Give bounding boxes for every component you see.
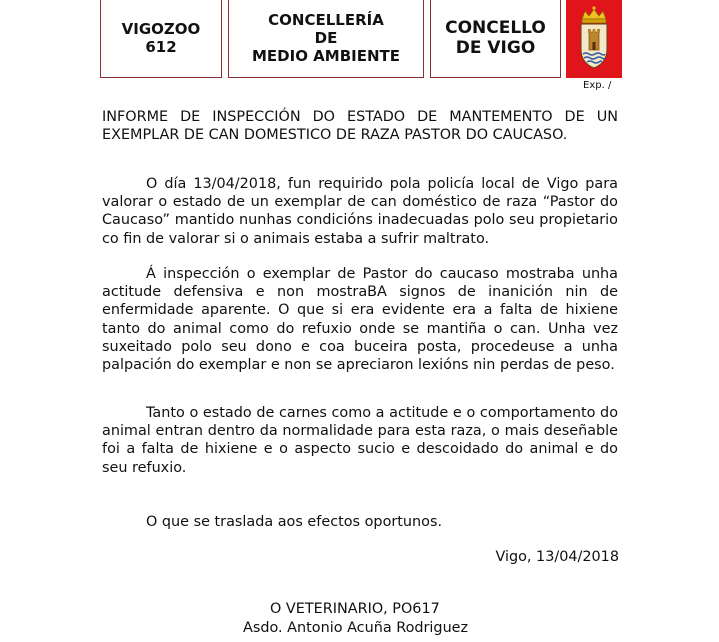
coat-of-arms-icon	[566, 0, 622, 78]
paragraph-2: Á inspección o exemplar de Pastor do caucaso mostraba unha actitude defensiva e non mostraBA signos de inanición nin de enfermidade aparente. O que si era evidente era a falta de hixiene tanto do animal como do refuxio onde se mantiña o can. Unha vez suxeitado polo seu dono e coa buceira posta, procedeuse a unha palpación do exemplar e non se apreciaron lexións nin perdas de peso.	[102, 266, 618, 374]
signature-role: O VETERINARIO, PO617	[270, 601, 440, 617]
vigozoo-box	[100, 0, 222, 78]
place-date: Vigo, 13/04/2018	[495, 549, 619, 565]
vigozoo-number: 612	[145, 37, 177, 56]
council-line-2: DE VIGO	[455, 37, 536, 58]
paragraph-3: Tanto o estado de carnes como a actitude e o comportamento do animal entran dentro da normalidade para esta raza, o mais deseñable foi a falta de hixiene e o aspecto sucio e descoidado do animal e do seu refuxio.	[102, 405, 618, 476]
paragraph-1: O día 13/04/2018, fun requirido pola policía local de Vigo para valorar o estado de un exemplar de can doméstico de raza “Pastor do Caucaso” mantido nunhas condicións inadecuadas polo seu propietario co fin de valorar si o animais estaba a sufrir maltrato.	[102, 176, 618, 247]
department-line-1: CONCELLERÍA	[268, 10, 384, 29]
exp-label: Exp. /	[583, 80, 612, 91]
closing-sentence: O que se traslada aos efectos oportunos.	[146, 514, 443, 530]
council-line-1: CONCELLO	[445, 17, 546, 38]
council-box	[430, 0, 561, 78]
letterhead	[0, 0, 719, 91]
document-title: INFORME DE INSPECCIÓN DO ESTADO DE MANTEMENTO DE UN EXEMPLAR DE CAN DOMESTICO DE RAZA PASTOR DO CAUCASO.	[102, 109, 618, 144]
department-line-3: MEDIO AMBIENTE	[251, 46, 400, 65]
department-line-2: DE	[314, 28, 338, 47]
signature-name: Asdo. Antonio Acuña Rodriguez	[243, 620, 469, 636]
vigozoo-label: VIGOZOO	[121, 19, 201, 38]
department-box	[228, 0, 424, 78]
